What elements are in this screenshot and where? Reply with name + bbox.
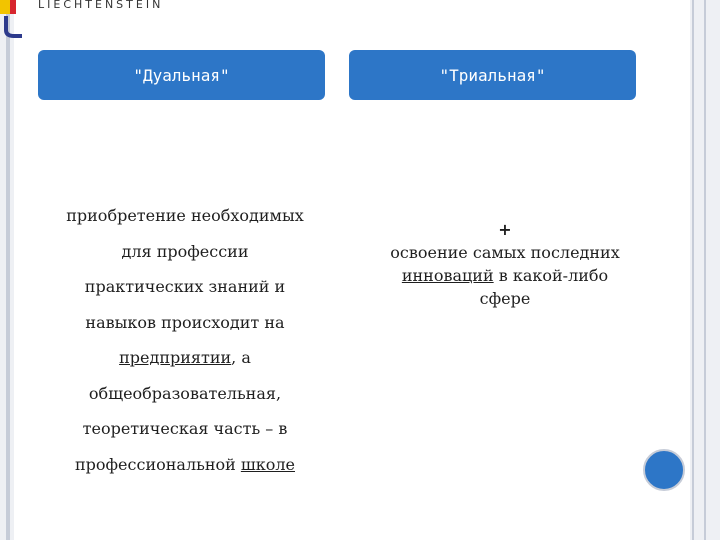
underlined-word: инноваций (401, 266, 494, 285)
underlined-word: предприятии (119, 348, 232, 367)
logo-icon (0, 0, 30, 40)
dual-line (40, 447, 330, 483)
left-rail-line (6, 0, 10, 540)
header-trial: "Триальная" (349, 50, 636, 100)
underlined-word: школе (240, 454, 295, 474)
logo-text: LIECHTENSTEIN (38, 0, 164, 11)
dual-line: приобретение необходимых (66, 206, 304, 225)
dual-line: практических знаний и (84, 277, 286, 296)
dual-line-pre: профессиональной (74, 454, 241, 474)
plus-sign: + (498, 220, 512, 239)
trial-description (360, 218, 650, 310)
dual-description (40, 198, 330, 482)
decorative-circle (643, 449, 685, 491)
header-dual: "Дуальная" (38, 50, 325, 100)
dual-line: теоретическая часть – в (82, 419, 288, 438)
trial-line (360, 264, 650, 287)
trial-line-rest: в какой-либо (493, 266, 609, 285)
trial-line: сфере (479, 289, 531, 308)
dual-line: навыков происходит на (85, 312, 285, 332)
trial-line: освоение самых последних (390, 243, 620, 262)
dual-line: для профессии (121, 241, 249, 261)
dual-line-rest: , а (231, 348, 251, 367)
dual-line: общеобразовательная, (88, 383, 282, 403)
dual-line (40, 340, 330, 376)
right-rail-line-2 (704, 0, 706, 540)
right-rail-line-1 (692, 0, 694, 540)
